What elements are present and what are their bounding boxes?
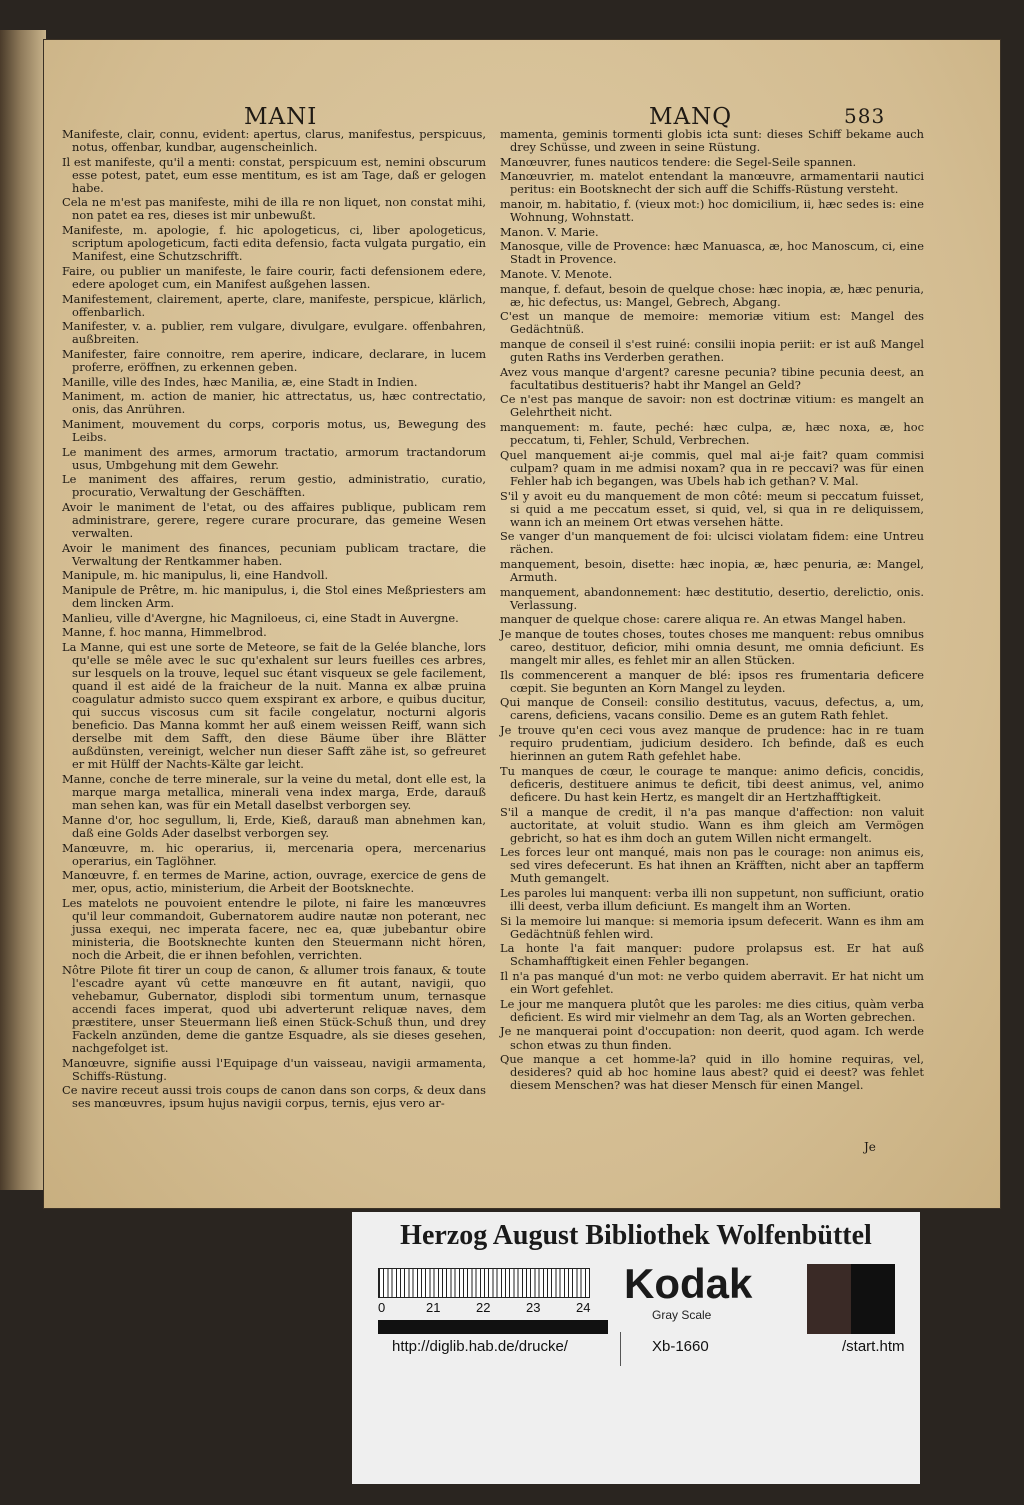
dictionary-entry: Manosque, ville de Provence: hæc Manuasca, æ, hoc Manoscum, ci, eine Stadt in Provence. bbox=[500, 239, 924, 267]
dictionary-entry: Manon. V. Marie. bbox=[500, 224, 599, 239]
dictionary-entry: manque de conseil il s'est ruiné: consilii inopia periit: er ist auß Mangel guten Raths ins Verderben gerathen. bbox=[500, 337, 924, 365]
ruler-number: 22 bbox=[476, 1300, 491, 1315]
header-left: MANI bbox=[244, 104, 318, 130]
dictionary-entry: Manifester, faire connoitre, rem aperire, indicare, declarare, in lucem proferre, eröffnen, zu erkennen geben. bbox=[62, 346, 486, 374]
page-number: 583 bbox=[844, 104, 886, 128]
scale-ruler bbox=[378, 1268, 590, 1298]
dictionary-entry: manque, f. defaut, besoin de quelque chose: hæc inopia, æ, hæc penuria, æ, hic defectus, us: Mangel, Gebrech, Abgang. bbox=[500, 281, 924, 309]
library-url: http://diglib.hab.de/drucke/ bbox=[392, 1338, 568, 1355]
dictionary-entry: Le jour me manquera plutôt que les paroles: me dies citius, quàm verba deficient. Es wird mir vielmehr an dem Tag, als an Worten gebrechen. bbox=[500, 996, 924, 1024]
dictionary-entry: Manifester, v. a. publier, rem vulgare, divulgare, evulgare. offenbahren, außbreiten. bbox=[62, 319, 486, 347]
adjacent-page-edge bbox=[0, 30, 46, 1190]
dictionary-entry: Avoir le maniment de l'etat, ou des affaires publique, publicam rem administrare, gerere, regere curare procurare, das gemeine Wesen verwalten. bbox=[62, 499, 486, 541]
ruler-number: 21 bbox=[426, 1300, 441, 1315]
kodak-logo: Kodak bbox=[624, 1260, 753, 1307]
dictionary-entry: Les matelots ne pouvoient entendre le pilote, ni faire les manœuvres qu'il leur commandoit, Gubernatorem audire nautæ non poterant, nec jussa exequi, nec imperata facere, nec ea, quæ jubebantur obire ministeria, die Bootsknechte kunten den Steuermann nicht hören, noch die Arbeit, die er ihnen befohlen, verrichten. bbox=[62, 895, 486, 963]
dictionary-entry: Que manque a cet homme-la? quid in illo homine requiras, vel, desideres? quid ab hoc homine laus abest? quid ei deest? was fehlet diesem Menschen? was hat dieser Mensch für einen Mangel. bbox=[500, 1052, 924, 1093]
gray-scale-label: Gray Scale bbox=[652, 1308, 712, 1322]
dictionary-entry: Je manque de toutes choses, toutes choses me manquent: rebus omnibus careo, destituor, deficior, mihi omnia desunt, me omnia deficiunt. Es mangelt mir alles, es fehlet mir an allen Stücken. bbox=[500, 626, 924, 668]
header-right: MANQ bbox=[649, 104, 733, 130]
dictionary-entry: Manne, f. hoc manna, Himmelbrod. bbox=[62, 625, 267, 640]
dictionary-entry: Manifeste, m. apologie, f. hic apologeticus, ci, liber apologeticus, scriptum apologeticum, facti edita defensio, facta vulgata purgatio, ein Manifest, eine Schutzschrifft. bbox=[62, 223, 486, 264]
dictionary-entry: Manifestement, clairement, aperte, clare, manifeste, perspicue, klärlich, offenbarlich. bbox=[62, 291, 486, 319]
dictionary-entry: mamenta, geminis tormenti globis icta sunt: dieses Schiff bekame auch drey Schüsse, und zween in seine Rüstung. bbox=[500, 127, 924, 155]
dictionary-entry: Qui manque de Conseil: consilio destitutus, vacuus, defectus, a, um, carens, deficiens, vacans consilio. Deme es an gutem Rath fehlet. bbox=[500, 695, 924, 723]
dictionary-entry: Si la memoire lui manque: si memoria ipsum defecerit. Wann es ihm am Gedächtnüß fehlen wird. bbox=[500, 913, 924, 941]
dictionary-entry: Avoir le maniment des finances, pecuniam publicam tractare, die Verwaltung der Rentkammer haben. bbox=[62, 540, 486, 568]
dictionary-entry: Cela ne m'est pas manifeste, mihi de illa re non liquet, non constat mihi, non patet ea res, dieses ist mir unbewußt. bbox=[62, 195, 486, 223]
dictionary-entry: Faire, ou publier un manifeste, le faire courir, facti defensionem edere, edere apologet cum, ein Manifest außgehen lassen. bbox=[62, 263, 486, 291]
dictionary-entry: S'il a manque de credit, il n'a pas manque d'affection: non valuit auctoritate, at voluit studio. Wann es ihm gleich am Vermögen gebricht, so hat es ihm doch an gutem Willen nicht ermangelt. bbox=[500, 804, 924, 845]
dictionary-entry: Il est manifeste, qu'il a menti: constat, perspicuum est, nemini obscurum esse potest, patet, eum esse mentitum, es ist am Tage, daß er gelogen habe. bbox=[62, 154, 486, 195]
start-page-link: /start.htm bbox=[842, 1338, 905, 1355]
dictionary-entry: Nôtre Pilote fit tirer un coup de canon, & allumer trois fanaux, & toute l'escadre ayant vû cette manœuvre en fit autant, navigii, quo vehebamur, Gubernator, displodi sibi tormentum unum, ternasque accendi faces imperat, quod ubi adverterunt reliquæ naves, dem præstitere, unser Steuermann ließ einen Stück-Schuß thun, und drey Fackeln anzünden, deme die gantze Esquadre, als sie dieses gesehen, nachgefolget ist. bbox=[62, 962, 486, 1055]
dictionary-entry: Ce n'est pas manque de savoir: non est doctrinæ vitium: es mangelt an Gelehrtheit nicht. bbox=[500, 392, 924, 420]
dictionary-entry: manquement, besoin, disette: hæc inopia, æ, hæc penuria, æ: Mangel, Armuth. bbox=[500, 556, 924, 584]
dictionary-entry: Les paroles lui manquent: verba illi non suppetunt, non sufficiunt, oratio illi deest, verba illum deficiunt. Es mangelt ihm an Worten. bbox=[500, 886, 924, 914]
ruler-number: 0 bbox=[378, 1300, 386, 1315]
dictionary-entry: Se vanger d'un manquement de foi: ulcisci violatam fidem: eine Untreu rächen. bbox=[500, 529, 924, 557]
ruler-numbers bbox=[378, 1300, 608, 1320]
dictionary-entry: Je ne manquerai point d'occupation: non deerit, quod agam. Ich werde schon etwas zu thun finden. bbox=[500, 1024, 924, 1052]
dictionary-entry: Manote. V. Menote. bbox=[500, 267, 613, 282]
dictionary-entry: manquer de quelque chose: carere aliqua re. An etwas Mangel haben. bbox=[500, 612, 907, 627]
color-patch-dark-red bbox=[807, 1264, 851, 1334]
book-page bbox=[44, 40, 1000, 1208]
dictionary-entry: Manœuvre, signifie aussi l'Equipage d'un vaisseau, navigii armamenta, Schiffs-Rüstung. bbox=[62, 1055, 486, 1083]
dictionary-entry: Le maniment des affaires, rerum gestio, administratio, curatio, procuratio, Verwaltung der Geschäfften. bbox=[62, 472, 486, 500]
dictionary-entry: Manifeste, clair, connu, evident: apertus, clarus, manifestus, perspicuus, notus, offenbar, kundbar, augenscheinlich. bbox=[62, 127, 486, 155]
dictionary-entry: Manœuvrer, funes nauticos tendere: die Segel-Seile spannen. bbox=[500, 154, 857, 169]
dictionary-entry: Le maniment des armes, armorum tractatio, armorum tractandorum usus, Umbgehung mit dem Gewehr. bbox=[62, 444, 486, 472]
dictionary-entry: Manœuvre, f. en termes de Marine, action, ouvrage, exercice de gens de mer, opus, actio, ministerium, die Arbeit der Bootsknechte. bbox=[62, 868, 486, 896]
dictionary-entry: Tu manques de cœur, le courage te manque: animo deficis, concidis, deficeris, destituere animus te deficit, tibi deest animus, vel, animo deficere. Du hast kein Hertz, es mangelt dir an Hertzhafftigkeit. bbox=[500, 763, 924, 804]
dictionary-entry: Manœuvrier, m. matelot entendant la manœuvre, armamentarii nautici peritus: ein Bootsknecht der sich auff die Schiffs-Rüstung versteht. bbox=[500, 169, 924, 197]
dictionary-entry: Je trouve qu'en ceci vous avez manque de prudence: hac in re tuam requiro prudentiam, judicium desidero. Ich befinde, daß es euch hierinnen an gutem Rath gefehlet habe. bbox=[500, 723, 924, 764]
right-column bbox=[500, 128, 924, 1094]
catchword: Je bbox=[864, 1140, 876, 1154]
dictionary-entry: manoir, m. habitatio, f. (vieux mot:) hoc domicilium, ii, hæc sedes is: eine Wohnung, Wohnstatt. bbox=[500, 197, 924, 225]
dictionary-entry: Ils commencerent a manquer de blé: ipsos res frumentaria deficere cœpit. Sie begunten an Korn Mangel zu leyden. bbox=[500, 667, 924, 695]
dictionary-entry: C'est un manque de memoire: memoriæ vitium est: Mangel des Gedächtnüß. bbox=[500, 309, 924, 337]
dictionary-entry: Manœuvre, m. hic operarius, ii, mercenaria opera, mercenarius operarius, ein Taglöhner. bbox=[62, 840, 486, 868]
dictionary-entry: Ce navire receut aussi trois coups de canon dans son corps, & deux dans ses manœuvres, ipsum hujus navigii corpus, ternis, ejus vero ar- bbox=[62, 1083, 486, 1111]
dictionary-entry: Manipule, m. hic manipulus, li, eine Handvoll. bbox=[62, 568, 329, 583]
dictionary-entry: Les forces leur ont manqué, mais non pas le courage: non animus eis, sed vires defecerunt. Es hat ihnen an Kräfften, nicht aber an tapfferm Muth gemangelt. bbox=[500, 845, 924, 886]
library-title: Herzog August Bibliothek Wolfenbüttel bbox=[400, 1220, 872, 1251]
dictionary-entry: Manipule de Prêtre, m. hic manipulus, i, die Stol eines Meßpriesters am dem lincken Arm. bbox=[62, 583, 486, 611]
library-color-bar bbox=[352, 1212, 920, 1484]
ruler-black-bar bbox=[378, 1320, 608, 1334]
dictionary-entry: Avez vous manque d'argent? caresne pecunia? tibine pecunia deest, an facultatibus destitueris? habt ihr Mangel an Geld? bbox=[500, 364, 924, 392]
dictionary-entry: Maniment, mouvement du corps, corporis motus, us, Bewegung des Leibs. bbox=[62, 416, 486, 444]
dictionary-entry: S'il y avoit eu du manquement de mon côté: meum si peccatum fuisset, si quid a me peccatum esset, si quid, vel, si qua in re deliquissem, wann ich an meinem Ort etwas versehen hätte. bbox=[500, 488, 924, 529]
dictionary-entry: Maniment, m. action de manier, hic attrectatus, us, hæc contrectatio, onis, das Anrühren. bbox=[62, 389, 486, 417]
ruler-number: 24 bbox=[576, 1300, 591, 1315]
color-patch-black bbox=[851, 1264, 895, 1334]
dictionary-entry: Manne, conche de terre minerale, sur la veine du metal, dont elle est, la marque marga metallica, minerali vena index marga, Erde, darauß man sehen kan, was für ein Metall daselbst verborgen sey. bbox=[62, 772, 486, 813]
dictionary-entry: manquement, abandonnement: hæc destitutio, desertio, derelictio, onis. Verlassung. bbox=[500, 584, 924, 612]
dictionary-entry: Manille, ville des Indes, hæc Manilia, æ, eine Stadt in Indien. bbox=[62, 374, 418, 389]
dictionary-entry: Manlieu, ville d'Avergne, hic Magniloeus, ci, eine Stadt in Auvergne. bbox=[62, 610, 459, 625]
footer-separator bbox=[620, 1332, 621, 1366]
dictionary-entry: manquement: m. faute, peché: hæc culpa, æ, hæc noxa, æ, hoc peccatum, ti, Fehler, Schuld, Verbrechen. bbox=[500, 420, 924, 448]
shelf-signature: Xb-1660 bbox=[652, 1338, 709, 1355]
ruler-number: 23 bbox=[526, 1300, 541, 1315]
left-column bbox=[62, 128, 486, 1112]
dictionary-entry: La Manne, qui est une sorte de Meteore, se fait de la Gelée blanche, lors qu'elle se mêle avec le suc qu'exhalent sur leurs fueilles ces arbres, sur lesquels on la trouve, lequel suc étant visqueux se gele facilement, quand il est aidé de la fraicheur de la nuit. Manna ex albæ pruina coagulatur admisto succo quem exspirant ex arbore, e quibus ducitur, qui succus viscosus cum sit facile congelatur, nocturni algoris beneficio. Das Manna kommt her auß einem weissen Reiff, wann sich derselbe mit dem Safft, den diese Bäume über ihre Blätter außdünsten, vereinigt, welcher nun dieser Safft zähe ist, so gefreuret er mit Hülff der Nachts-Kälte gar leicht. bbox=[62, 640, 486, 772]
dictionary-entry: Il n'a pas manqué d'un mot: ne verbo quidem aberravit. Er hat nicht um ein Wort gefehlet. bbox=[500, 969, 924, 997]
dictionary-entry: La honte l'a fait manquer: pudore prolapsus est. Er hat auß Schamhafftigkeit einen Fehler begangen. bbox=[500, 941, 924, 969]
dictionary-entry: Manne d'or, hoc segullum, li, Erde, Kieß, darauß man abnehmen kan, daß eine Golds Ader daselbst verborgen sey. bbox=[62, 812, 486, 840]
dictionary-entry: Quel manquement ai-je commis, quel mal ai-je fait? quam commisi culpam? quam in me admisi noxam? qua in re peccavi? was für einen Fehler hab ich begangen, was Ubels hab ich gethan? V. Mal. bbox=[500, 447, 924, 488]
